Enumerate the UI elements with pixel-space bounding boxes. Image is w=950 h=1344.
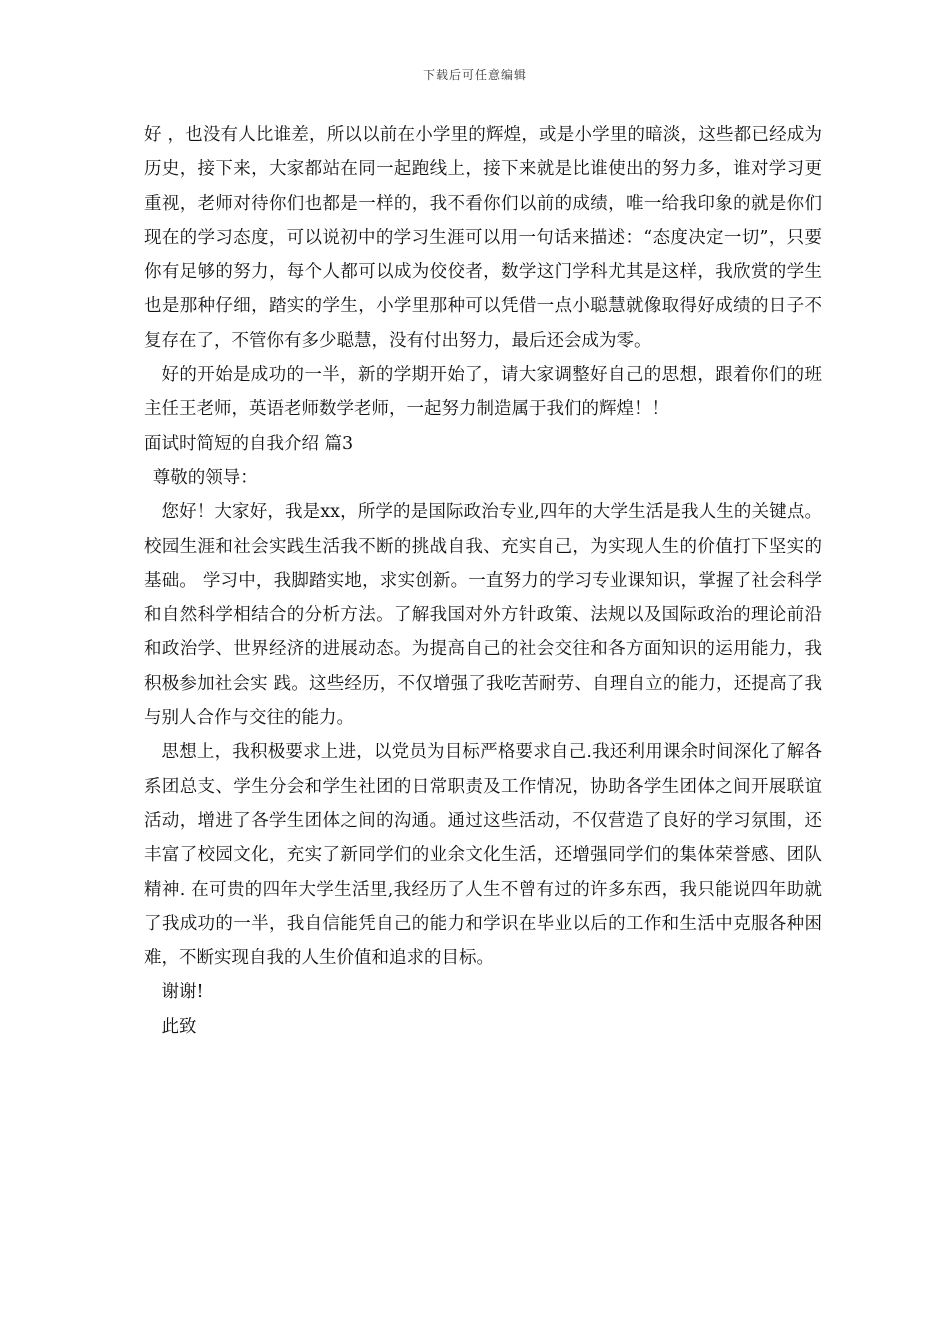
- paragraph-2: 好的开始是成功的一半，新的学期开始了，请大家调整好自己的思想，跟着你们的班主任王老师，英语老师数学老师，一起努力制造属于我们的辉煌！！: [144, 365, 822, 420]
- closing-line: 此致: [161, 1016, 197, 1037]
- salutation: 尊敬的领导：: [152, 467, 258, 488]
- paragraph-3: 您好！大家好，我是xx，所学的是国际政治专业,四年的大学生活是我人生的关键点。校园生涯和社会实践生活我不断的挑战自我、充实自己，为实现人生的价值打下坚实的基础。 学习中，我脚踏实地，求实创新。一直努力的学习专业课知识，掌握了社会科学和自然科学相结合的分析方法。了解我国对外方针政策、法规以及国际政治的理论前沿和政治学、世界经济的进展动态。为提高自己的社会交往和各方面知识的运用能力，我积极参加社会实 践。这些经历，不仅增强了我吃苦耐劳、自理自立的能力，还提高了我与别人合作与交往的能力。: [144, 502, 822, 729]
- paragraph-4: 思想上，我积极要求上进，以党员为目标严格要求自己.我还利用课余时间深化了解各系团总支、学生分会和学生社团的日常职责及工作情况，协助各学生团体之间开展联谊活动，增进了各学生团体之间的沟通。通过这些活动，不仅营造了良好的学习氛围，还丰富了校园文化，充实了新同学们的业余文化生活，还增强同学们的集体荣誉感、团队精神. 在可贵的四年大学生活里,我经历了人生不曾有过的许多东西，我只能说四年助就了我成功的一半，我自信能凭自己的能力和学识在毕业以后的工作和生活中克服各种困难，不断实现自我的人生价值和追求的目标。: [144, 742, 822, 969]
- paragraph-1: 好 ，也没有人比谁差，所以以前在小学里的辉煌，或是小学里的暗淡，这些都已经成为历史，接下来，大家都站在同一起跑线上，接下来就是比谁使出的努力多，谁对学习更重视，老师对待你们也都是一样的，我不看你们以前的成绩，唯一给我印象的就是你们现在的学习态度，可以说初中的学习生涯可以用一句话来描述：“态度决定一切”，只要你有足够的努力，每个人都可以成为佼佼者，数学这门学科尤其是这样，我欣赏的学生也是那种仔细，踏实的学生，小学里那种可以凭借一点小聪慧就像取得好成绩的日子不复存在了，不管你有多少聪慧，没有付出努力，最后还会成为零。: [144, 125, 822, 351]
- thanks-line: 谢谢!: [161, 982, 204, 1003]
- document-body: [144, 118, 822, 1044]
- page-header-note: 下载后可任意编辑: [422, 68, 527, 82]
- section-heading: 面试时简短的自我介绍 篇3: [144, 433, 354, 454]
